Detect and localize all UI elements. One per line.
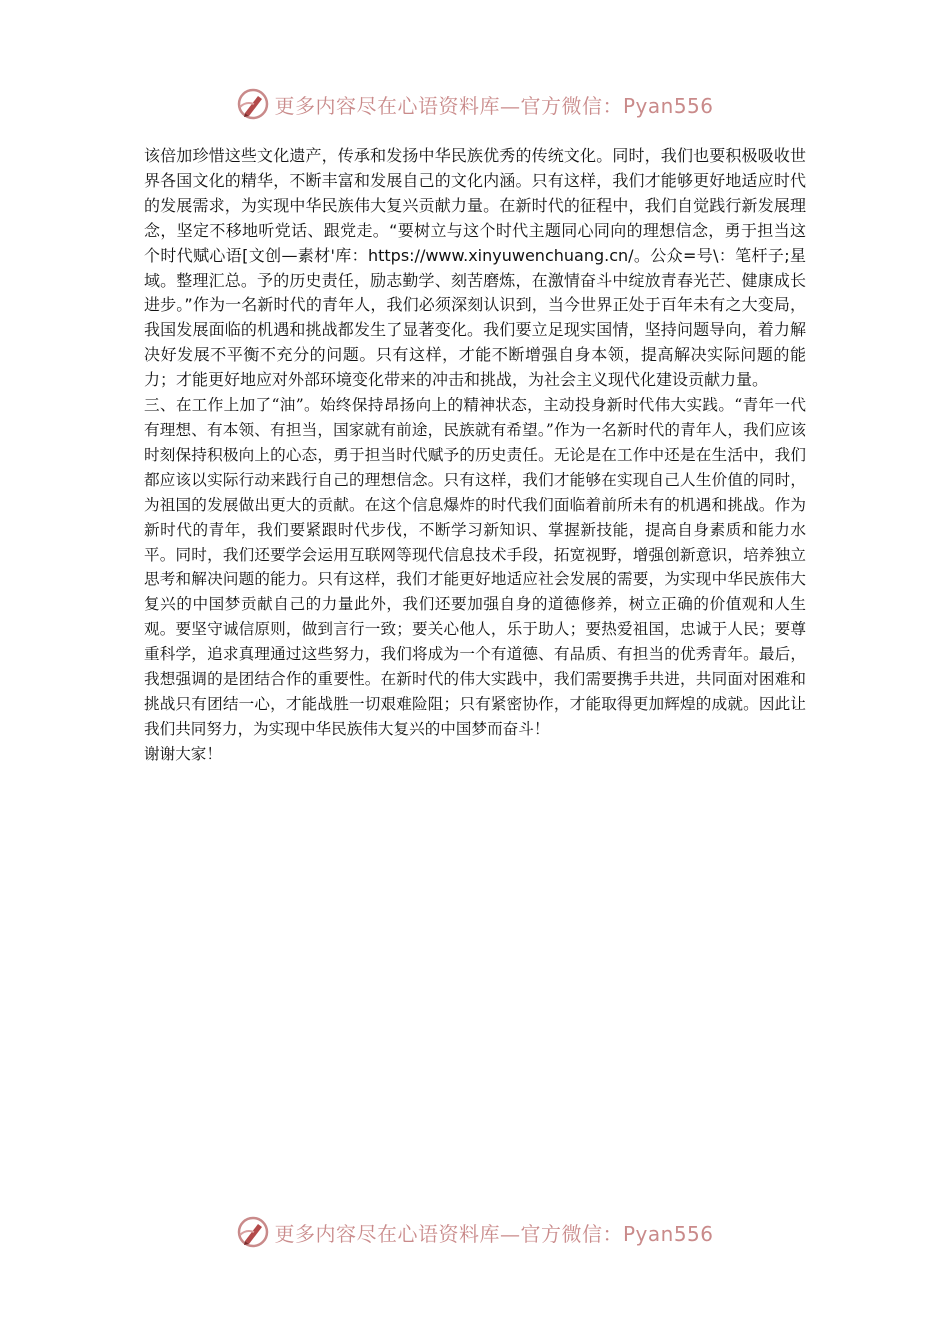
watermark-wechat-id: Pyan556 [622,1221,714,1246]
pen-in-circle-logo-icon [236,87,270,121]
header-watermark [0,84,950,124]
watermark-text [274,90,713,119]
watermark-wechat-id: Pyan556 [622,93,714,118]
body-paragraph-1: 该倍加珍惜这些文化遗产，传承和发扬中华民族优秀的传统文化。同时，我们也要积极吸收世界各国文化的精华，不断丰富和发展自己的文化内涵。只有这样，我们才能够更好地适应时代的发展需求，为实现中华民族伟大复兴贡献力量。在新时代的征程中，我们自觉践行新发展理念，坚定不移地听党话、跟党走。“要树立与这个时代主题同心同向的理想信念，勇于担当这个时代赋心语[文创—素材'库：https://www.xinyuwenchuang.cn/。公众=号\：笔杆子;星域。整理汇总。予的历史责任，励志勤学、刻苦磨炼，在激情奋斗中绽放青春光芒、健康成长进步。”作为一名新时代的青年人，我们必须深刻认识到，当今世界正处于百年未有之大变局，我国发展面临的机遇和挑战都发生了显著变化。我们要立足现实国情，坚持问题导向，着力解决好发展不平衡不充分的问题。只有这样，才能不断增强自身本领，提高解决实际问题的能力；才能更好地应对外部环境变化带来的冲击和挑战，为社会主义现代化建设贡献力量。 [144,146,806,390]
watermark-label: 更多内容尽在心语资料库—官方微信： [274,1221,623,1246]
document-body [144,144,806,767]
pen-in-circle-logo-icon [236,1215,270,1249]
watermark-text [274,1218,713,1247]
closing-line: 谢谢大家！ [144,744,222,763]
watermark-label: 更多内容尽在心语资料库—官方微信： [274,93,623,118]
footer-watermark [0,1212,950,1252]
body-paragraph-2: 三、在工作上加了“油”。始终保持昂扬向上的精神状态，主动投身新时代伟大实践。“青年一代有理想、有本领、有担当，国家就有前途，民族就有希望。”作为一名新时代的青年人，我们应该时刻保持积极向上的心态，勇于担当时代赋予的历史责任。无论是在工作中还是在生活中，我们都应该以实际行动来践行自己的理想信念。只有这样，我们才能够在实现自己人生价值的同时，为祖国的发展做出更大的贡献。在这个信息爆炸的时代我们面临着前所未有的机遇和挑战。作为新时代的青年，我们要紧跟时代步伐，不断学习新知识、掌握新技能，提高自身素质和能力水平。同时，我们还要学会运用互联网等现代信息技术手段，拓宽视野，增强创新意识，培养独立思考和解决问题的能力。只有这样，我们才能更好地适应社会发展的需要，为实现中华民族伟大复兴的中国梦贡献自己的力量此外，我们还要加强自身的道德修养，树立正确的价值观和人生观。要坚守诚信原则，做到言行一致；要关心他人，乐于助人；要热爱祖国，忠诚于人民；要尊重科学，追求真理通过这些努力，我们将成为一个有道德、有品质、有担当的优秀青年。最后，我想强调的是团结合作的重要性。在新时代的伟大实践中，我们需要携手共进，共同面对困难和挑战只有团结一心，才能战胜一切艰难险阻；只有紧密协作，才能取得更加辉煌的成就。因此让我们共同努力，为实现中华民族伟大复兴的中国梦而奋斗！ [144,396,806,738]
